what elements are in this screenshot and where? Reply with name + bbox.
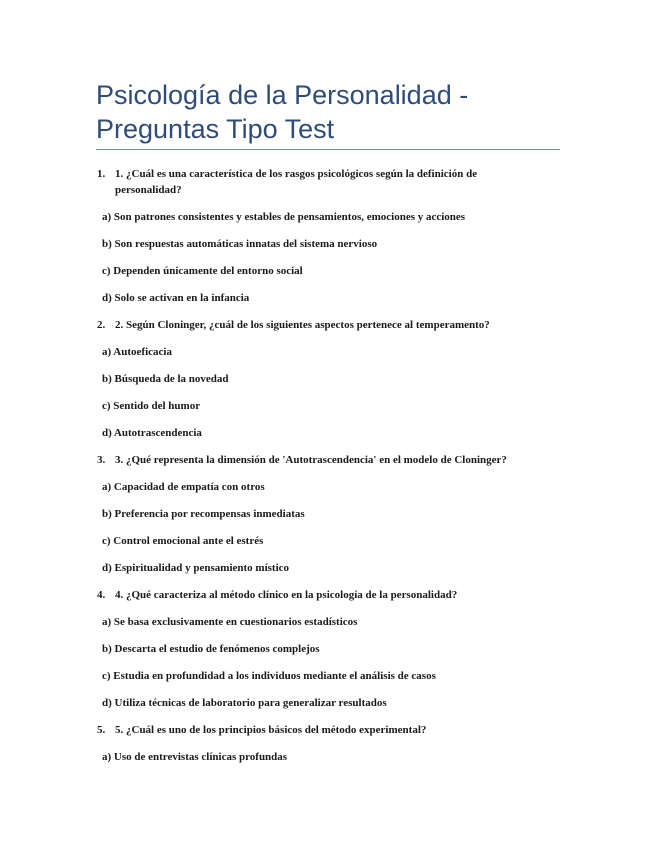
- question: [97, 722, 535, 738]
- answer-option: c) Sentido del humor: [102, 400, 201, 412]
- question-text: 1. ¿Cuál es una característica de los rasgos psicológicos según la definición de personalidad?: [115, 168, 478, 196]
- title-divider: [96, 149, 560, 150]
- answer-option: a) Autoeficacia: [102, 346, 172, 358]
- answer-option: a) Son patrones consistentes y estables de pensamientos, emociones y acciones: [102, 211, 466, 223]
- answer-option: b) Preferencia por recompensas inmediatas: [102, 508, 305, 520]
- answer-option: b) Son respuestas automáticas innatas del sistema nervioso: [102, 238, 378, 250]
- question: [97, 587, 535, 603]
- question-number: 5.: [97, 724, 106, 736]
- page-title: Psicología de la Personalidad - Preguntas Tipo Test: [96, 80, 469, 144]
- question-text: 4. ¿Qué caracteriza al método clínico en la psicología de la personalidad?: [115, 589, 458, 601]
- question: [97, 166, 535, 198]
- answer-option: b) Descarta el estudio de fenómenos complejos: [102, 643, 320, 655]
- answer-option: c) Control emocional ante el estrés: [102, 535, 264, 547]
- question-text: 5. ¿Cuál es uno de los principios básicos del método experimental?: [115, 724, 427, 736]
- answer-option: d) Solo se activan en la infancia: [102, 292, 250, 304]
- answer-option: b) Búsqueda de la novedad: [102, 373, 229, 385]
- question-number: 4.: [97, 589, 106, 601]
- answer-option: c) Dependen únicamente del entorno social: [102, 265, 303, 277]
- answer-option: a) Uso de entrevistas clínicas profundas: [102, 751, 288, 763]
- question-number: 1.: [97, 168, 106, 180]
- answer-option: a) Se basa exclusivamente en cuestionarios estadísticos: [102, 616, 358, 628]
- answer-option: d) Espiritualidad y pensamiento místico: [102, 562, 290, 574]
- question: [97, 452, 535, 468]
- answer-option: a) Capacidad de empatía con otros: [102, 481, 265, 493]
- answer-option: d) Utiliza técnicas de laboratorio para generalizar resultados: [102, 697, 387, 709]
- answer-option: c) Estudia en profundidad a los individuos mediante el análisis de casos: [102, 670, 436, 682]
- question-number: 2.: [97, 319, 106, 331]
- question-text: 3. ¿Qué representa la dimensión de 'Autotrascendencia' en el modelo de Cloninger?: [115, 454, 507, 466]
- question-number: 3.: [97, 454, 106, 466]
- question-list: [0, 166, 655, 776]
- answer-option: d) Autotrascendencia: [102, 427, 202, 439]
- question-text: 2. Según Cloninger, ¿cuál de los siguientes aspectos pertenece al temperamento?: [115, 319, 490, 331]
- question: [97, 317, 535, 333]
